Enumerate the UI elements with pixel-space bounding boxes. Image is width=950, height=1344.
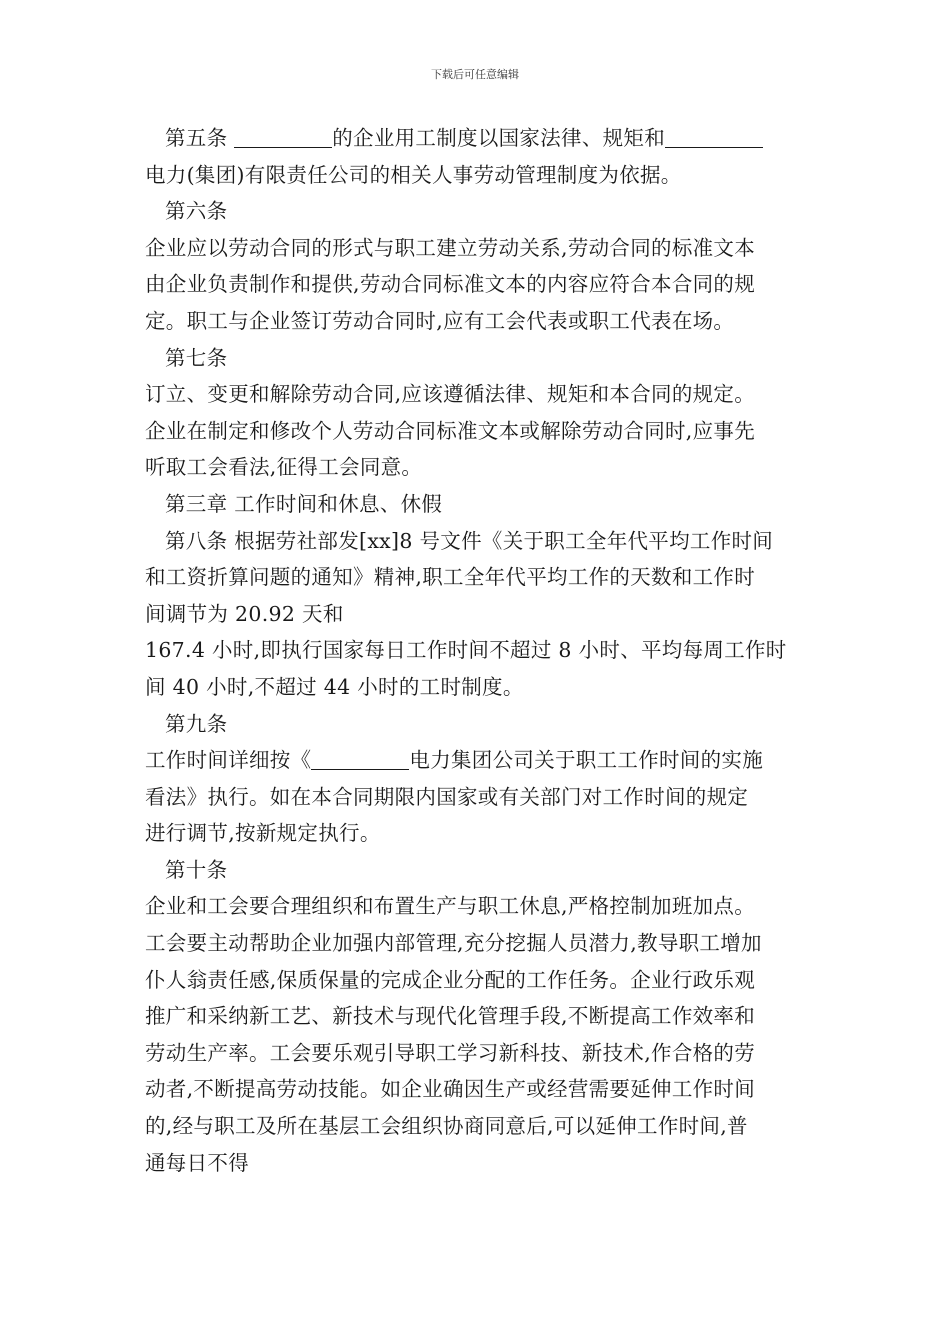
text-line (145, 523, 810, 560)
line-text: 167.4 小时,即执行国家每日工作时间不超过 8 小时、平均每周工作时 (145, 638, 787, 663)
text-line (145, 193, 810, 230)
line-text: 第五条 (165, 126, 235, 150)
line-text: 第三章 工作时间和休息、休假 (165, 491, 443, 516)
line-text: 订立、变更和解除劳动合同,应该遵循法律、规矩和本合同的规定。 (145, 382, 756, 407)
line-text: 第十条 (165, 857, 228, 882)
line-text: 和工资折算问题的通知》精神,职工全年代平均工作的天数和工作时 (145, 565, 756, 590)
line-text: 工作时间详细按《 (145, 748, 312, 773)
text-line (145, 852, 810, 889)
text-line (145, 266, 810, 303)
line-text: 第六条 (165, 199, 228, 224)
text-line (145, 962, 810, 999)
text-line (145, 888, 810, 925)
fill-in-blank (234, 125, 332, 148)
text-line (145, 340, 810, 377)
text-line (145, 1108, 810, 1145)
line-text: 的,经与职工及所在基层工会组织协商同意后,可以延伸工作时间,普 (145, 1114, 748, 1139)
text-line (145, 559, 810, 596)
text-line (145, 230, 810, 267)
text-line (145, 303, 810, 340)
text-line (145, 1145, 810, 1182)
text-line (145, 815, 810, 852)
text-line (145, 742, 810, 779)
text-line (145, 1071, 810, 1108)
line-text: 企业应以劳动合同的形式与职工建立劳动关系,劳动合同的标准文本 (145, 235, 756, 260)
line-text: 定。职工与企业签订劳动合同时,应有工会代表或职工代表在场。 (145, 308, 735, 333)
line-text: 由企业负责制作和提供,劳动合同标准文本的内容应符合本合同的规 (145, 272, 756, 297)
line-text: 推广和采纳新工艺、新技术与现代化管理手段,不断提高工作效率和 (145, 1004, 756, 1029)
text-line (145, 632, 810, 669)
line-text: 电力(集团)有限责任公司的相关人事劳动管理制度为依据。 (145, 162, 682, 187)
document-body (145, 120, 810, 1181)
line-text: 企业和工会要合理组织和布置生产与职工休息,严格控制加班加点。 (145, 894, 756, 919)
fill-in-blank (665, 125, 763, 148)
page-header: 下载后可任意编辑 (431, 68, 519, 81)
line-text: 工会要主动帮助企业加强内部管理,充分挖掘人员潜力,教导职工增加 (145, 931, 762, 956)
line-text: 间 40 小时,不超过 44 小时的工时制度。 (145, 674, 524, 699)
line-text: 第八条 根据劳社部发[xx]8 号文件《关于职工全年代平均工作时间 (165, 528, 774, 553)
text-line (145, 596, 810, 633)
line-text: 动者,不断提高劳动技能。如企业确因生产或经营需要延伸工作时间 (145, 1077, 756, 1102)
text-line (145, 413, 810, 450)
text-line (145, 998, 810, 1035)
text-line (145, 449, 810, 486)
line-text: 的企业用工制度以国家法律、规矩和 (332, 126, 666, 150)
fill-in-blank (311, 747, 409, 770)
text-line (145, 486, 810, 523)
line-text: 仆人翁责任感,保质保量的完成企业分配的工作任务。企业行政乐观 (145, 967, 756, 992)
line-text: 看法》执行。如在本合同期限内国家或有关部门对工作时间的规定 (145, 784, 749, 809)
text-line (145, 120, 810, 157)
line-text: 企业在制定和修改个人劳动合同标准文本或解除劳动合同时,应事先 (145, 418, 756, 443)
line-text: 通每日不得 (145, 1150, 249, 1175)
line-text: 第七条 (165, 345, 228, 370)
line-text: 电力集团公司关于职工工作时间的实施 (409, 748, 764, 773)
text-line (145, 925, 810, 962)
line-text: 进行调节,按新规定执行。 (145, 821, 381, 846)
text-line (145, 1035, 810, 1072)
text-line (145, 157, 810, 194)
text-line (145, 376, 810, 413)
line-text: 间调节为 20.92 天和 (145, 601, 344, 626)
line-text: 劳动生产率。工会要乐观引导职工学习新科技、新技术,作合格的劳 (145, 1040, 756, 1065)
line-text: 第九条 (165, 711, 228, 736)
text-line (145, 779, 810, 816)
text-line (145, 669, 810, 706)
text-line (145, 706, 810, 743)
line-text: 听取工会看法,征得工会同意。 (145, 455, 423, 480)
